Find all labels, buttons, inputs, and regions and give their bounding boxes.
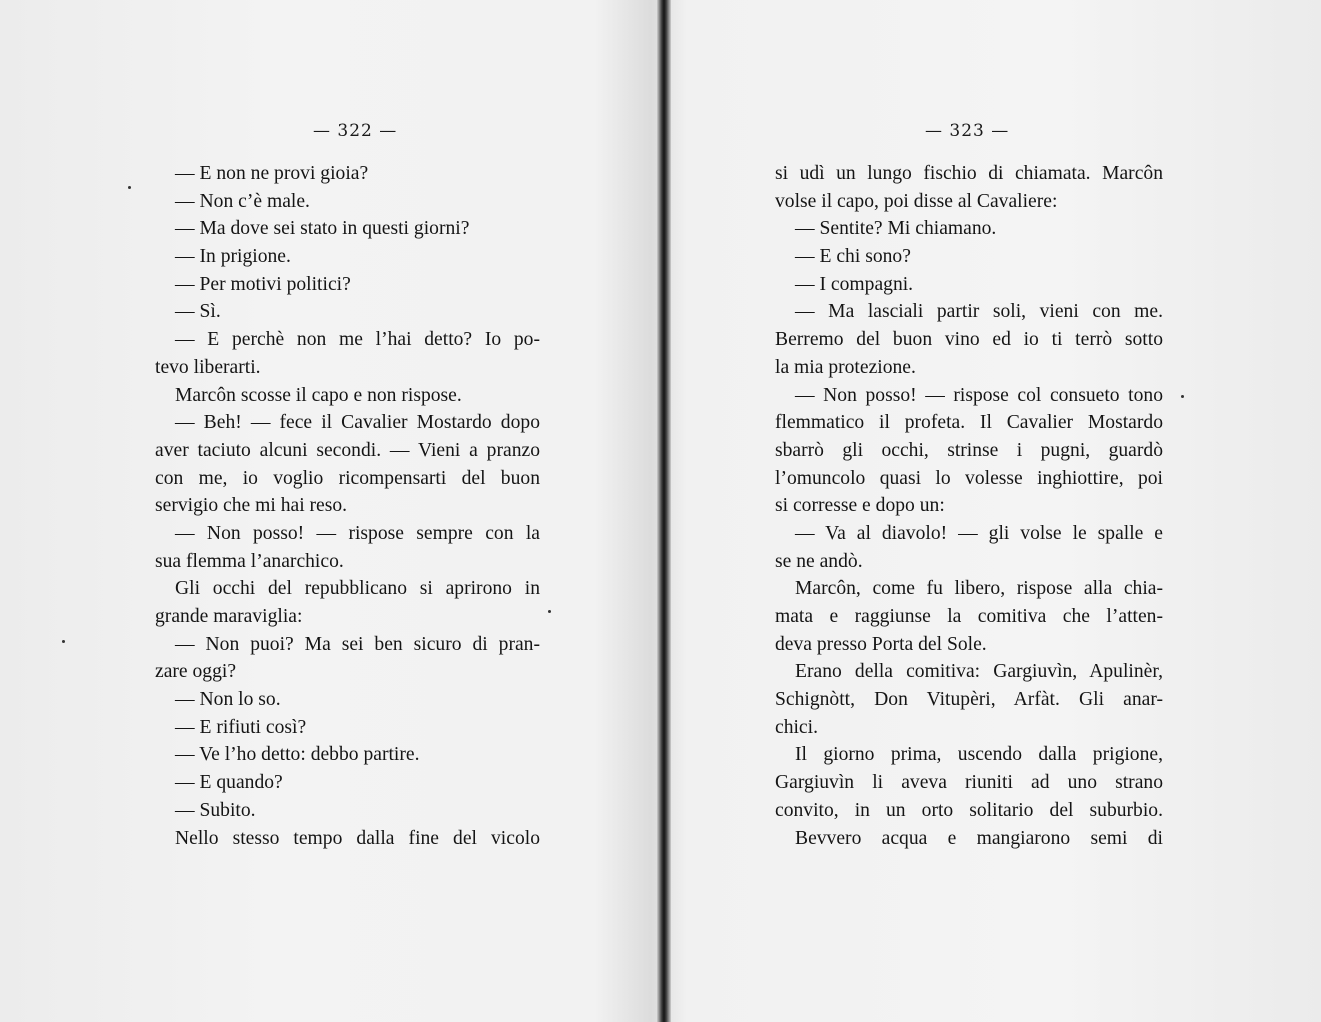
text-line: chici. bbox=[775, 716, 818, 738]
text-line: — In prigione. bbox=[175, 246, 291, 268]
text-line: — E chi sono? bbox=[795, 246, 911, 268]
text-line: — E rifiuti così? bbox=[175, 716, 307, 738]
text-line: — Non puoi? Ma sei ben sicuro di pran- bbox=[175, 633, 540, 655]
print-speck bbox=[1181, 395, 1184, 398]
text-line: convito, in un orto solitario del suburbio. bbox=[775, 799, 1163, 821]
text-line: — Ma lasciali partir soli, vieni con me. bbox=[795, 301, 1163, 323]
text-line: Berremo del buon vino ed io ti terrò sotto bbox=[775, 329, 1163, 351]
text-line: — Sentite? Mi chiamano. bbox=[795, 218, 997, 240]
text-line: — Va al diavolo! — gli volse le spalle e bbox=[795, 522, 1163, 544]
text-line: — Beh! — fece il Cavalier Mostardo dopo bbox=[175, 412, 540, 434]
text-line: si corresse e dopo un: bbox=[775, 495, 945, 517]
text-line: — E non ne provi gioia? bbox=[175, 163, 369, 184]
text-line: volse il capo, poi disse al Cavaliere: bbox=[775, 190, 1058, 212]
text-line: si udì un lungo fischio di chiamata. Marcôn bbox=[775, 163, 1163, 184]
text-line: mata e raggiunse la comitiva che l’atten- bbox=[775, 606, 1163, 627]
text-line: flemmatico il profeta. Il Cavalier Mostardo bbox=[775, 412, 1163, 434]
text-line: sua flemma l’anarchico. bbox=[155, 550, 344, 572]
text-line: Nello stesso tempo dalla fine del vicolo bbox=[175, 827, 540, 849]
text-line: Gli occhi del repubblicano si aprirono in bbox=[175, 578, 540, 600]
text-line: — Non posso! — rispose col consueto tono bbox=[795, 384, 1163, 406]
print-speck bbox=[62, 640, 65, 643]
text-line: — Sì. bbox=[175, 301, 221, 323]
text-line: se ne andò. bbox=[775, 550, 863, 572]
left-page bbox=[0, 0, 657, 1022]
text-line: aver taciuto alcuni secondi. — Vieni a pranzo bbox=[155, 439, 540, 461]
text-line: — I compagni. bbox=[795, 273, 914, 295]
text-line: — Subito. bbox=[175, 799, 256, 821]
text-line: servigio che mi hai reso. bbox=[155, 495, 348, 517]
page-text bbox=[155, 160, 540, 852]
text-line: Erano della comitiva: Gargiuvìn, Apulinèr, bbox=[795, 661, 1163, 683]
text-line: — Per motivi politici? bbox=[175, 273, 351, 295]
text-line: sbarrò gli occhi, strinse i pugni, guardò bbox=[775, 439, 1163, 461]
print-speck bbox=[548, 610, 551, 613]
text-line: Schignòtt, Don Vitupèri, Arfàt. Gli anar- bbox=[775, 689, 1163, 711]
text-line: Il giorno prima, uscendo dalla prigione, bbox=[795, 744, 1163, 766]
text-line: con me, io voglio ricompensarti del buon bbox=[155, 467, 540, 489]
text-line: — Ve l’ho detto: debbo partire. bbox=[175, 744, 420, 766]
text-line: zare oggi? bbox=[155, 661, 237, 683]
print-speck bbox=[128, 186, 131, 189]
text-line: la mia protezione. bbox=[775, 356, 916, 378]
text-line: tevo liberarti. bbox=[155, 356, 261, 378]
book-gutter bbox=[657, 0, 671, 1022]
text-line: — Non posso! — rispose sempre con la bbox=[175, 522, 540, 544]
text-line: deva presso Porta del Sole. bbox=[775, 633, 987, 655]
text-line: — E perchè non me l’hai detto? Io po- bbox=[175, 329, 540, 351]
text-line: — Non c’è male. bbox=[175, 190, 310, 212]
text-line: — Non lo so. bbox=[175, 689, 281, 711]
text-line: grande maraviglia: bbox=[155, 606, 303, 627]
page-number: — 323 — bbox=[925, 121, 1010, 141]
text-line: — E quando? bbox=[175, 772, 283, 794]
text-line: Marcôn scosse il capo e non rispose. bbox=[175, 384, 462, 406]
text-line: Gargiuvìn li aveva riuniti ad uno strano bbox=[775, 772, 1163, 794]
page-text bbox=[775, 160, 1163, 852]
text-line: Marcôn, come fu libero, rispose alla chia- bbox=[795, 578, 1163, 600]
page-number: — 322 — bbox=[313, 121, 398, 141]
text-line: — Ma dove sei stato in questi giorni? bbox=[175, 218, 470, 240]
text-line: Bevvero acqua e mangiarono semi di bbox=[795, 827, 1163, 849]
text-line: l’omuncolo quasi lo volesse inghiottire, poi bbox=[775, 467, 1163, 489]
right-page bbox=[671, 0, 1321, 1022]
